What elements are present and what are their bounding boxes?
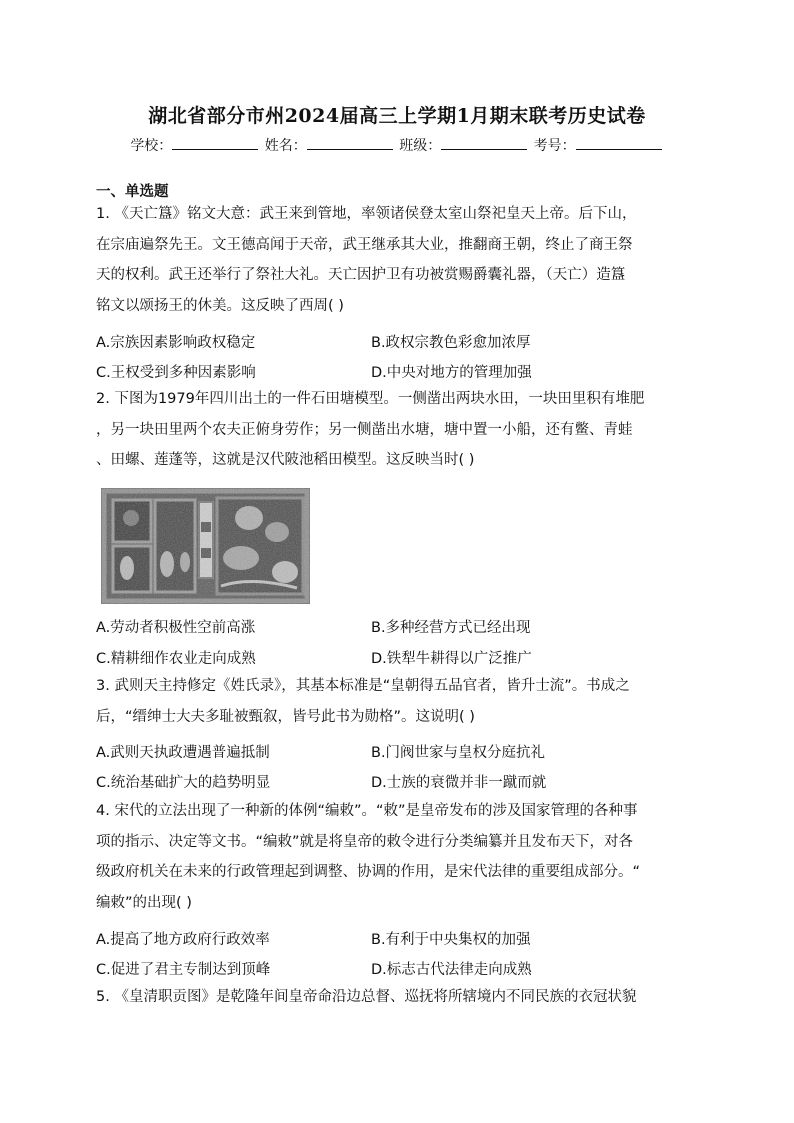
question-text-line: 、田螺、莲蓬等，这就是汉代陂池稻田模型。这反映当时( ) (96, 452, 475, 468)
question-1-option-a[interactable]: A.宗族因素影响政权稳定 (96, 335, 256, 351)
question-4 (96, 796, 700, 918)
question-3-option-b[interactable]: B.门阀世家与皇权分庭抗礼 (371, 745, 546, 761)
school-blank[interactable] (172, 137, 258, 150)
question-1-option-b[interactable]: B.政权宗教色彩愈加浓厚 (371, 335, 531, 351)
question-text-line: 编敕”的出现( ) (96, 894, 192, 911)
question-text-line: 天的权利。武王还举行了祭社大礼。天亡因护卫有功被赏赐爵囊礼器，（天亡）造簋 (96, 267, 626, 283)
question-text-line: 1. 《天亡簋》铭文大意：武王来到管地，率领诸侯登太室山祭祀皇天上帝。后下山， (96, 206, 637, 222)
name-label: 姓名： (264, 138, 307, 154)
question-text-line: 在宗庙遍祭先王。文王德高闻于天帝，武王继承其大业，推翻商王朝，终止了商王祭 (96, 236, 633, 253)
question-3-option-a[interactable]: A.武则天执政遭遇普遍抵制 (96, 745, 270, 761)
school-label: 学校： (130, 138, 173, 154)
question-2-option-a[interactable]: A.劳动者积极性空前高涨 (96, 620, 256, 636)
question-4-option-d[interactable]: D.标志古代法律走向成熟 (371, 962, 532, 978)
question-2-option-d[interactable]: D.铁犁牛耕得以广泛推广 (371, 651, 532, 667)
class-blank[interactable] (441, 137, 527, 150)
question-1-option-d[interactable]: D.中央对地方的管理加强 (371, 365, 532, 381)
class-label: 班级： (399, 138, 442, 154)
student-info-row (0, 135, 794, 155)
question-text-line: 项的指示、决定等文书。“编敕”就是将皇帝的敕令进行分类编纂并且发布天下，对各 (96, 833, 634, 850)
question-text-line: 3. 武则天主持修定《姓氏录》，其基本标准是“皇朝得五品官者，皆升士流”。书成之 (96, 678, 630, 694)
name-blank[interactable] (307, 137, 393, 150)
question-2-option-b[interactable]: B.多种经营方式已经出现 (371, 620, 531, 636)
question-4-option-c[interactable]: C.促进了君主专制达到顶峰 (96, 962, 271, 978)
question-4-option-b[interactable]: B.有利于中央集权的加强 (371, 932, 531, 948)
question-2 (96, 384, 700, 476)
question-1 (96, 199, 700, 321)
exam-number-label: 考号： (533, 138, 576, 154)
question-3-option-c[interactable]: C.统治基础扩大的趋势明显 (96, 775, 271, 791)
question-2-option-c[interactable]: C.精耕细作农业走向成熟 (96, 651, 256, 667)
question-text-line: 级政府机关在未来的行政管理起到调整、协调的作用，是宋代法律的重要组成部分。“ (96, 864, 641, 880)
stone-paddy-field-model-icon (101, 488, 310, 604)
question-4-option-a[interactable]: A.提高了地方政府行政效率 (96, 932, 270, 948)
question-text-line: 5. 《皇清职贡图》是乾隆年间皇帝命沿边总督、巡抚将所辖境内不同民族的衣冠状貌 (96, 989, 637, 1005)
section-title: 一、单选题 (96, 184, 169, 200)
question-1-option-c[interactable]: C.王权受到多种因素影响 (96, 365, 256, 381)
question-text-line: 2. 下图为1979年四川出土的一件石田塘模型。一侧凿出两块水田，一块田里积有堆肥 (96, 391, 645, 407)
exam-number-blank[interactable] (576, 137, 662, 150)
question-text-line: ，另一块田里两个农夫正俯身劳作；另一侧凿出水塘，塘中置一小船，还有鳖、青蛙 (96, 421, 633, 438)
question-text-line: 4. 宋代的立法出现了一种新的体例“编敕”。“敕”是皇帝发布的涉及国家管理的各种事 (96, 803, 638, 819)
question-text-line: 后，“缙绅士大夫多耻被甄叙，皆号此书为勋格”。这说明( ) (96, 708, 475, 725)
question-3-option-d[interactable]: D.士族的衰微并非一蹴而就 (371, 775, 547, 791)
question-5 (96, 982, 700, 1013)
exam-title: 湖北省部分市州2024届高三上学期1月期末联考历史试卷 (148, 105, 646, 127)
question-3 (96, 671, 700, 732)
question-text-line: 铭文以颂扬王的休美。这反映了西周( ) (96, 297, 344, 314)
